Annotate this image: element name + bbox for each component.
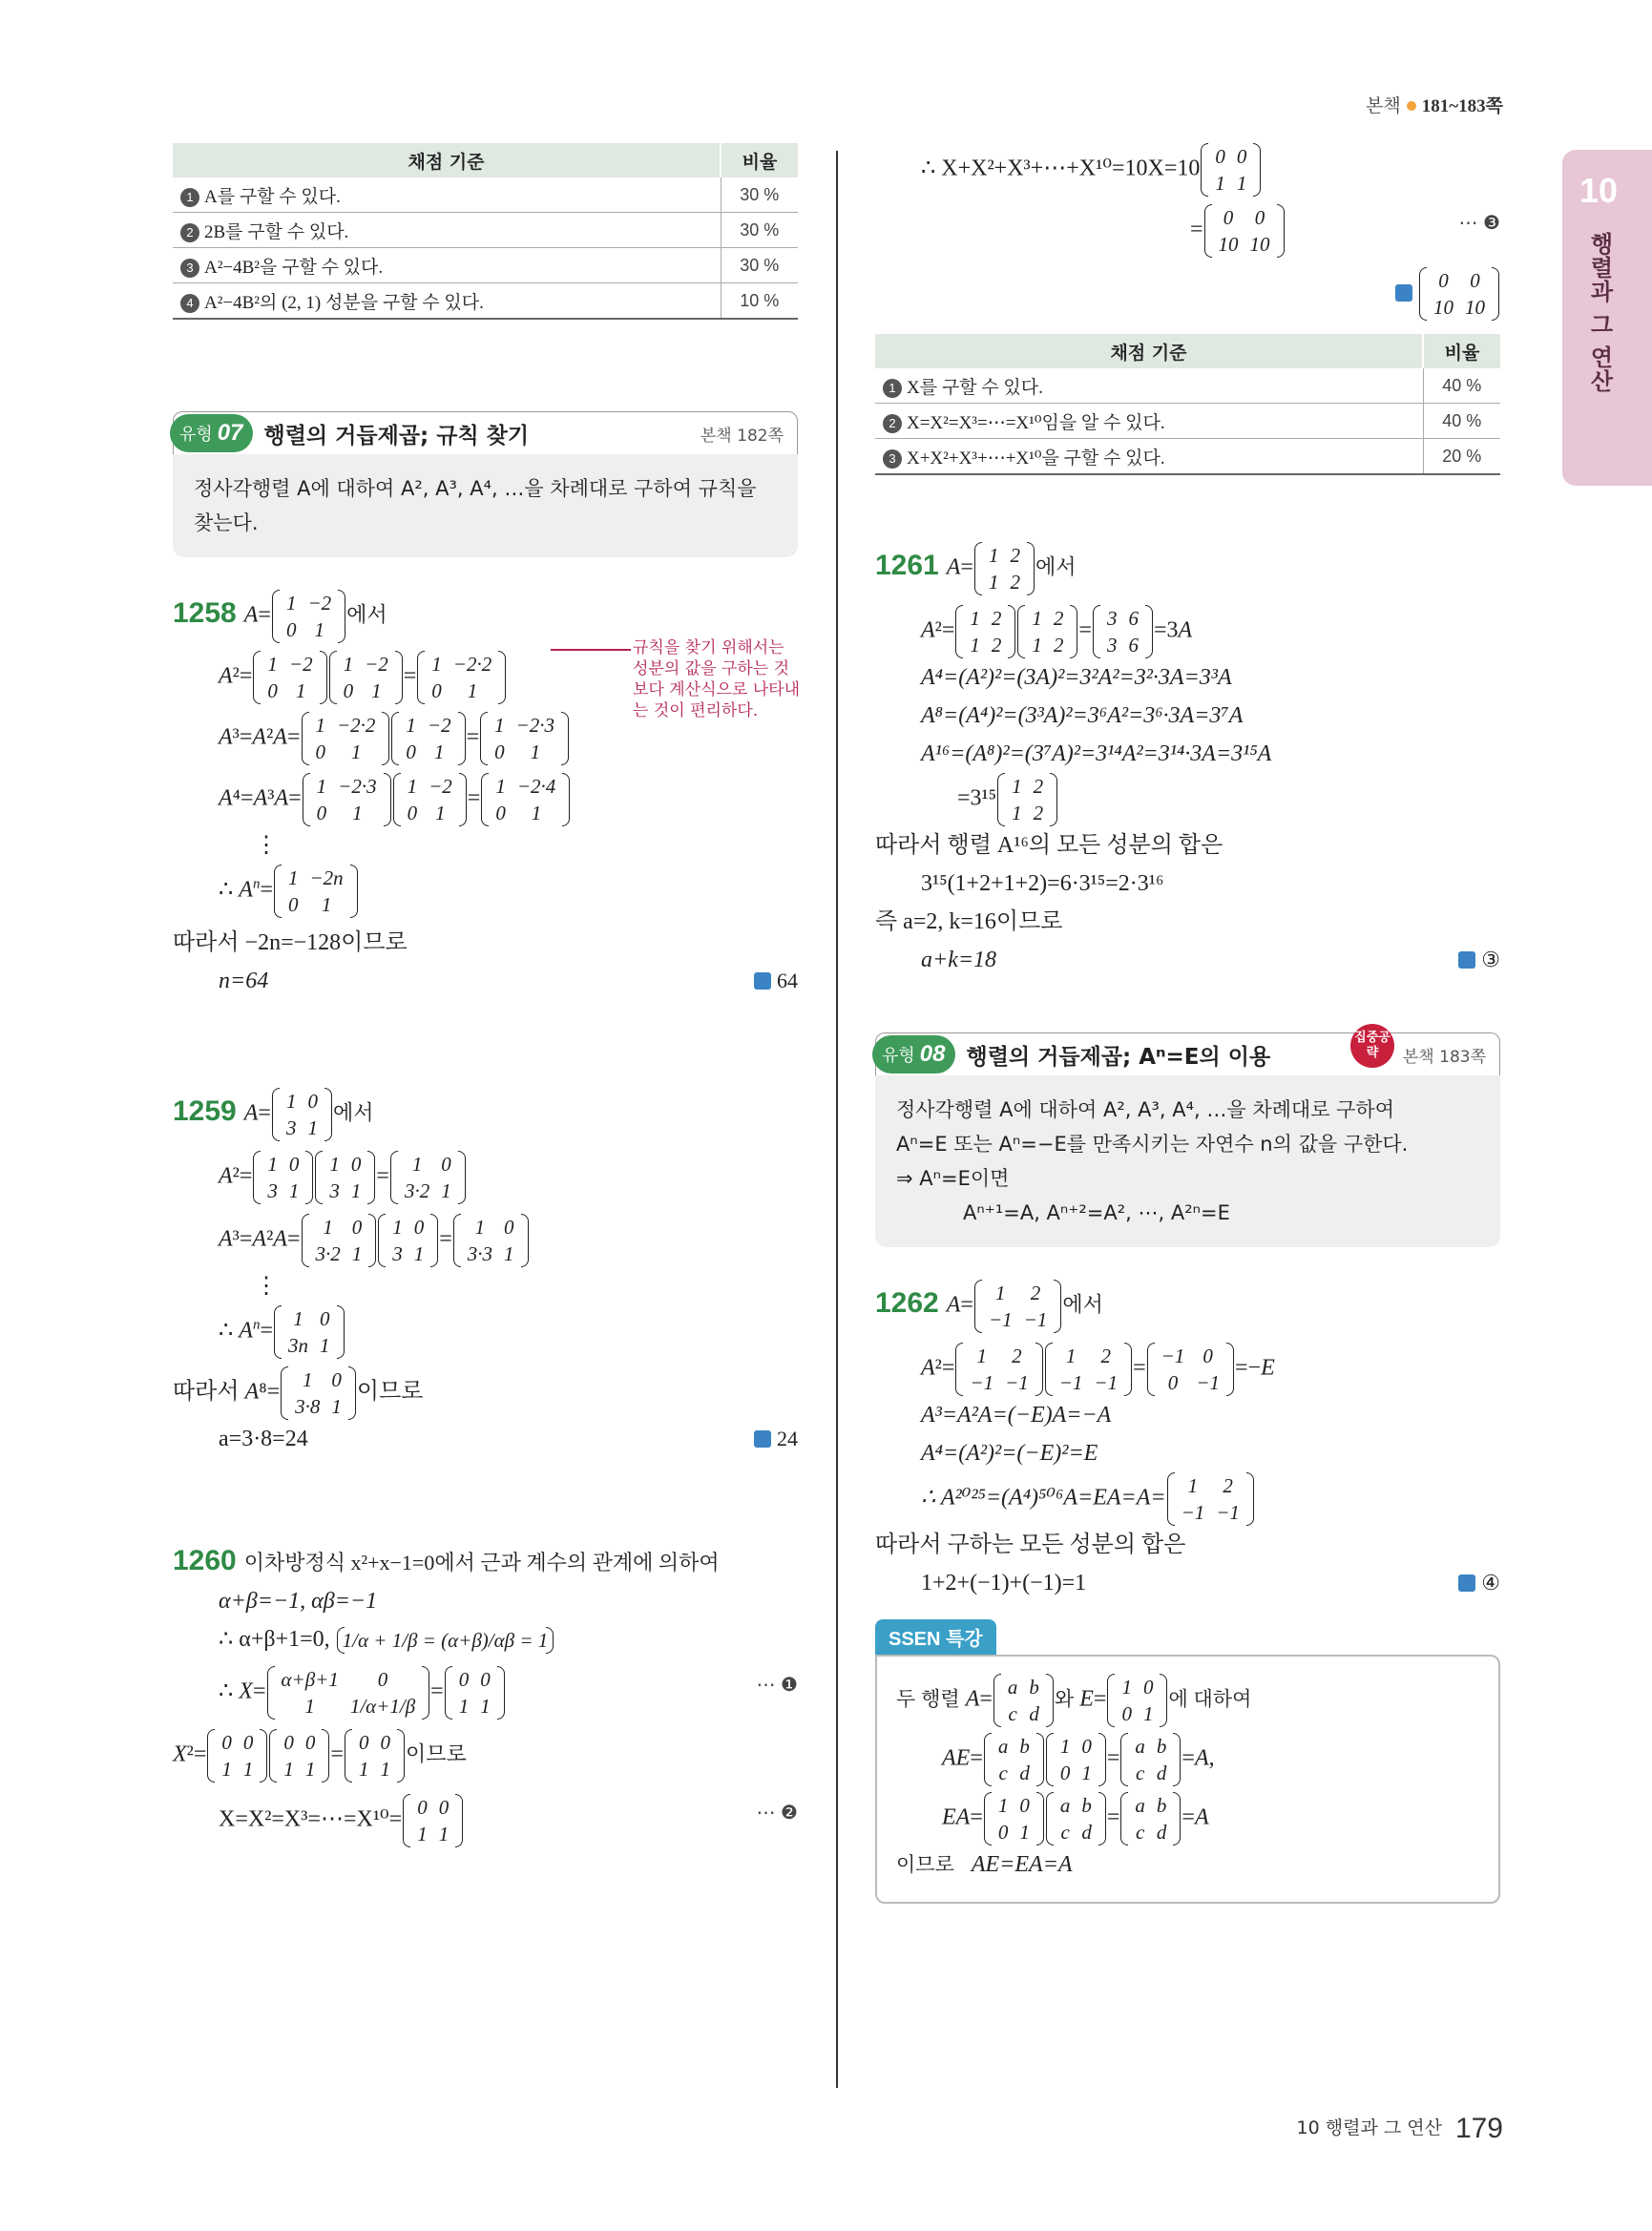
focus-badge: 집중공략 <box>1350 1024 1394 1068</box>
answer-icon <box>754 1430 771 1448</box>
type08-header <box>875 1032 1500 1075</box>
description-line: Aⁿ⁺¹=A, Aⁿ⁺²=A², ⋯, A²ⁿ=E <box>963 1201 1230 1224</box>
step-number-icon: 1 <box>883 379 902 398</box>
table-row <box>875 439 1500 475</box>
ssen-label: SSEN 특강 <box>875 1619 996 1655</box>
criteria-text: 2B를 구할 수 있다. <box>204 221 349 242</box>
ratio-cell: 20 % <box>1423 439 1500 475</box>
type08-description <box>875 1075 1500 1247</box>
type-title: 행렬의 거듭제곱; 규칙 찾기 <box>263 423 530 448</box>
table-row <box>173 248 798 283</box>
problem-text: A¹⁶=(A⁸)²=(3⁷A)²=3¹⁴A²=3¹⁴·3A=3¹⁵A <box>921 741 1272 766</box>
step-marker: ⋯ ❷ <box>756 1803 798 1824</box>
problem-text: 3¹⁵(1+2+1+2)=6·3¹⁵=2·3¹⁶ <box>921 871 1164 896</box>
criteria-text: A²−4B²의 (2, 1) 성분을 구할 수 있다. <box>204 292 484 313</box>
step-marker: ⋯ ❶ <box>756 1675 798 1696</box>
chapter-side-tab[interactable] <box>1562 150 1652 486</box>
badge-label: 유형 <box>179 425 213 444</box>
problem-1261: 1261 A= 1 2 1 2 에서 A²= 1 2 1 2 1 2 1 2 = 3 6 3 6 =3A A⁴=(A²)²=(3A)²=3²A²=3²·3A=3³A A⁸=(A⁴)²=(3³A)²=3⁶A²=3⁶·3A=3⁷A A¹⁶=(A⁸)²=(3⁷A)²=3¹⁴A²=3¹⁴·3A=3¹⁵A =3¹⁵ 1 2 1 2 따라서 행렬 A¹⁶의 모든 성분의 합은 3¹⁵(1+2+1+2)=6·3¹⁵=2·3¹⁶ 즉 a=2, k=16이므로 a+k=18 ③ <box>875 544 1500 972</box>
type-badge <box>170 414 253 452</box>
problem-text: 따라서 구하는 모든 성분의 합은 <box>875 1533 1186 1557</box>
ratio-cell: 30 % <box>721 177 798 213</box>
answer-icon <box>1458 951 1475 969</box>
answer-icon <box>1395 284 1412 302</box>
badge-number: 08 <box>919 1041 946 1067</box>
ratio-cell: 40 % <box>1423 368 1500 404</box>
type07-description: 정사각행렬 A에 대하여 A², A³, A⁴, …을 차례대로 구하여 규칙을 찾는다. <box>173 454 798 557</box>
grading-table-2 <box>875 334 1500 475</box>
table-row <box>875 368 1500 404</box>
step-marker: ⋯ ❸ <box>1458 213 1500 234</box>
step-number-icon: 3 <box>180 259 199 278</box>
type-badge <box>872 1035 955 1074</box>
answer-icon <box>1458 1574 1475 1592</box>
ssen-text: 두 행렬 <box>896 1688 960 1711</box>
left-column <box>173 143 801 1847</box>
header-book: 본책 <box>1366 96 1401 116</box>
problem-text: n=64 <box>219 969 269 993</box>
footer-chapter: 10 행렬과 그 연산 <box>1296 2117 1442 2138</box>
answer-value: 24 <box>777 1427 798 1450</box>
criteria-text: X+X²+X³+⋯+X¹⁰을 구할 수 있다. <box>907 448 1165 469</box>
header-pages: 181~183쪽 <box>1421 96 1503 116</box>
criteria-text: X=X²=X³=⋯=X¹⁰임을 알 수 있다. <box>907 412 1165 433</box>
problem-text: 따라서 <box>173 1379 240 1405</box>
ratio-cell: 30 % <box>721 248 798 283</box>
step-number-icon: 1 <box>180 188 199 207</box>
problem-text: α+β=−1, αβ=−1 <box>219 1589 378 1614</box>
badge-label: 유형 <box>882 1046 915 1065</box>
step-number-icon: 2 <box>180 223 199 242</box>
problem-text: 따라서 −2n=−128이므로 <box>173 930 408 955</box>
grading-header-ratio: 비율 <box>1423 334 1500 368</box>
problem-text: 이므로 <box>405 1741 467 1766</box>
problem-text: ∴ X+X²+X³+⋯+X¹⁰=10X=10 <box>921 156 1201 181</box>
answer-value: ④ <box>1481 1571 1500 1595</box>
problem-number: 1262 <box>875 1286 939 1319</box>
ratio-cell: 10 % <box>721 283 798 320</box>
answer-icon <box>754 972 771 990</box>
table-row <box>173 177 798 213</box>
badge-number: 07 <box>217 420 243 446</box>
ssen-text: 이므로 <box>896 1854 954 1876</box>
page-header <box>1366 92 1503 117</box>
problem-text: ∴ A²⁰²⁵=(A⁴)⁵⁰⁶A=EA=A= <box>921 1485 1166 1511</box>
step-number-icon: 2 <box>883 414 902 433</box>
criteria-text: A를 구할 수 있다. <box>204 186 341 207</box>
answer-value: ③ <box>1481 948 1500 971</box>
criteria-text: X를 구할 수 있다. <box>907 377 1043 398</box>
problem-text: ∴ α+β+1=0, <box>219 1627 330 1652</box>
problem-text: A⁴=(A²)²=(3A)²=3²A²=3²·3A=3³A <box>921 665 1232 690</box>
problem-1259: 1259 A= 1 0 3 1 에서 A²= 1 0 3 1 1 0 3 1 = 1 0 3·2 1 A³=A²A= 1 0 3·2 1 1 0 3 1 = 1 0 3·3 1 ⋮ ∴ $A^n=$ 1 0 3n 1 따라서 A⁸= 1 0 3·8 1 이므로 a=3·8=24 24 <box>173 1090 798 1451</box>
table-row <box>875 404 1500 439</box>
description-line: 정사각행렬 A에 대하여 A², A³, A⁴, …을 차례대로 구하여 <box>896 1098 1395 1121</box>
ratio-cell: 30 % <box>721 213 798 248</box>
problem-number: 1261 <box>875 549 939 581</box>
dot-icon <box>1407 101 1416 111</box>
chapter-number: 10 <box>1579 171 1619 210</box>
table-row <box>173 283 798 320</box>
problem-number: 1259 <box>173 1095 237 1127</box>
ratio-cell: 40 % <box>1423 404 1500 439</box>
grading-table-1 <box>173 143 798 320</box>
problem-1258: 1258 A= 1 −2 0 1 에서 A²= 1 −2 0 1 1 −2 0 1 = 1 −2·2 0 1 규칙을 찾기 위해서는 성분의 값을 구하는 것보다 계산식으로 나타내는 것이 편리하다. A³=A²A= 1 −2·2 0 1 1 −2 0 1 = 1 −2·3 0 1 A⁴=A³A= 1 −2·3 0 1 1 −2 0 1 = 1 −2·4 0 1 ⋮ ∴ $A^n=$ 1 −2n 0 1 따라서 −2n=−128이므로 n=64 64 <box>173 590 798 1000</box>
step-number-icon: 3 <box>883 449 902 469</box>
grading-header-ratio: 비율 <box>721 143 798 177</box>
problem-text: X=X²=X³=⋯=X¹⁰= <box>219 1806 403 1832</box>
page-number: 179 <box>1454 2113 1503 2144</box>
problem-text: 즉 a=2, k=16이므로 <box>875 909 1063 934</box>
page-footer <box>1297 2113 1503 2145</box>
grading-header-criteria: 채점 기준 <box>173 143 721 177</box>
type07-header <box>173 411 798 454</box>
description-line: Aⁿ=E 또는 Aⁿ=−E를 만족시키는 자연수 n의 값을 구한다. <box>896 1133 1409 1156</box>
column-divider <box>836 151 838 2088</box>
problem-text: 이차방정식 x²+x−1=0에서 근과 계수의 관계에 의하여 <box>243 1551 720 1574</box>
problem-number: 1258 <box>173 596 237 629</box>
ssen-section <box>875 1619 1500 1904</box>
grading-header-criteria: 채점 기준 <box>875 334 1423 368</box>
ssen-text: AE=EA=A <box>971 1852 1073 1877</box>
step-number-icon: 4 <box>180 294 199 313</box>
ssen-text: 에 대하여 <box>1168 1688 1252 1711</box>
problem-number: 1260 <box>173 1545 237 1576</box>
ssen-text: 와 <box>1054 1688 1075 1711</box>
problem-text: A⁴=(A²)²=(−E)²=E <box>921 1441 1098 1466</box>
type-reference: 본책 183쪽 <box>1402 1047 1486 1067</box>
problem-text: 따라서 행렬 A¹⁶의 모든 성분의 합은 <box>875 833 1223 858</box>
ssen-box: 두 행렬 A= a b c d 와 E= 1 0 0 1 에 대하여 AE= a b c d 1 0 0 1 = a b c d =A, EA= 1 0 0 1 a b c d = a b c d =A 이므로 AE=EA=A <box>875 1655 1500 1904</box>
problem-text: A³=A²A=(−E)A=−A <box>921 1403 1112 1428</box>
description-line: ⇒ Aⁿ=E이면 <box>896 1167 1010 1190</box>
criteria-text: A²−4B²을 구할 수 있다. <box>204 257 384 278</box>
margin-note: 규칙을 찾기 위해서는 성분의 값을 구하는 것보다 계산식으로 나타내는 것이 편리하다. <box>633 638 801 720</box>
note-pointer-line <box>551 649 631 651</box>
type-reference: 본책 182쪽 <box>700 426 784 446</box>
chapter-title: 행렬과 그 연산 <box>1586 232 1613 393</box>
table-row <box>173 213 798 248</box>
type-title: 행렬의 거듭제곱; Aⁿ=E의 이용 <box>966 1044 1271 1070</box>
problem-text: a=3·8=24 <box>219 1427 308 1451</box>
right-column: ∴ X+X²+X³+⋯+X¹⁰=10X=10 0 0 1 1 = 0 0 10 10 ⋯ ❸ 0 0 10 10 채점 기준 비율 1 X를 구할 수 있다. 40 % 2 X=X²=X³=⋯=X¹⁰임을 알 수 있다. 40 % 3 X+X²+X³+⋯+X¹⁰을 구할 수 있다. 20 % 1261 A= 1 2 1 2 에서 A²= 1 2 1 2 1 2 1 2 = 3 6 3 6 =3A A⁴=(A²)²=(3A)²=3²A²=3²·3A=3³A A⁸=(A⁴)²=(3³A)²=3⁶A²=3⁶·3A=3⁷A A¹⁶=(A⁸)²=(3⁷A)²=3¹⁴A²=3¹⁴·3A=3¹⁵A =3¹⁵ 1 2 1 2 따라서 행렬 A¹⁶의 모든 성분의 합은 3¹⁵(1+2+1+2)=6·3¹⁵=2·3¹⁶ 즉 a=2, k=16이므로 a+k=18 ③ 유형 08 행렬의 거듭제곱; Aⁿ=E의 이용 집중공략 본책 183쪽 정사각행렬 A에 대하여 A², A³, A⁴, …을 차례대로 구하여 Aⁿ=E 또는 Aⁿ=−E를 만족시키는 자연수 n의 값을 구한다. ⇒ Aⁿ=E이면 Aⁿ⁺¹=A, Aⁿ⁺²=A², ⋯, A²ⁿ=E 1262 A= 1 2 −1 −1 에서 A²= 1 2 −1 −1 1 2 −1 −1 = −1 0 0 −1 =−E A³=A²A=(−E)A=−A A⁴=(A²)²=(−E)²=E ∴ A²⁰²⁵=(A⁴)⁵⁰⁶A=EA=A= 1 2 −1 −1 따라서 구하는 모든 성분의 합은 1+2+(−1)+(−1)=1 ④ SSEN 특강 두 행렬 A= a b c d 와 E= 1 0 0 1 에 대하여 AE= a b c d 1 0 0 1 = a b c d =A, EA= 1 0 0 1 a b c d = a b c d =A 이므로 AE=EA=A <box>875 143 1500 1904</box>
problem-1262: 1262 A= 1 2 −1 −1 에서 A²= 1 2 −1 −1 1 2 −1 −1 = −1 0 0 −1 =−E A³=A²A=(−E)A=−A A⁴=(A²)²=(−E)²=E ∴ A²⁰²⁵=(A⁴)⁵⁰⁶A=EA=A= 1 2 −1 −1 따라서 구하는 모든 성분의 합은 1+2+(−1)+(−1)=1 ④ <box>875 1282 1500 1595</box>
problem-text: 1+2+(−1)+(−1)=1 <box>921 1571 1087 1595</box>
problem-text: A⁸=(A⁴)²=(3³A)²=3⁶A²=3⁶·3A=3⁷A <box>921 703 1244 728</box>
problem-text: 이므로 <box>356 1379 424 1405</box>
problem-text: a+k=18 <box>921 948 997 972</box>
problem-1260: 1260 이차방정식 x²+x−1=0에서 근과 계수의 관계에 의하여 α+β=−1, αβ=−1 ∴ α+β+1=0, 1/α + 1/β = (α+β)/αβ = 1 ∴ X= α+β+1 0 1 1/α+1/β = 0 0 1 1 ⋯ ❶ X²= 0 0 1 1 0 0 1 1 = 0 0 1 1 이므로 X=X²=X³=⋯=X¹⁰= 0 0 1 1 ⋯ ❷ <box>173 1545 798 1845</box>
answer-value: 64 <box>777 969 798 992</box>
